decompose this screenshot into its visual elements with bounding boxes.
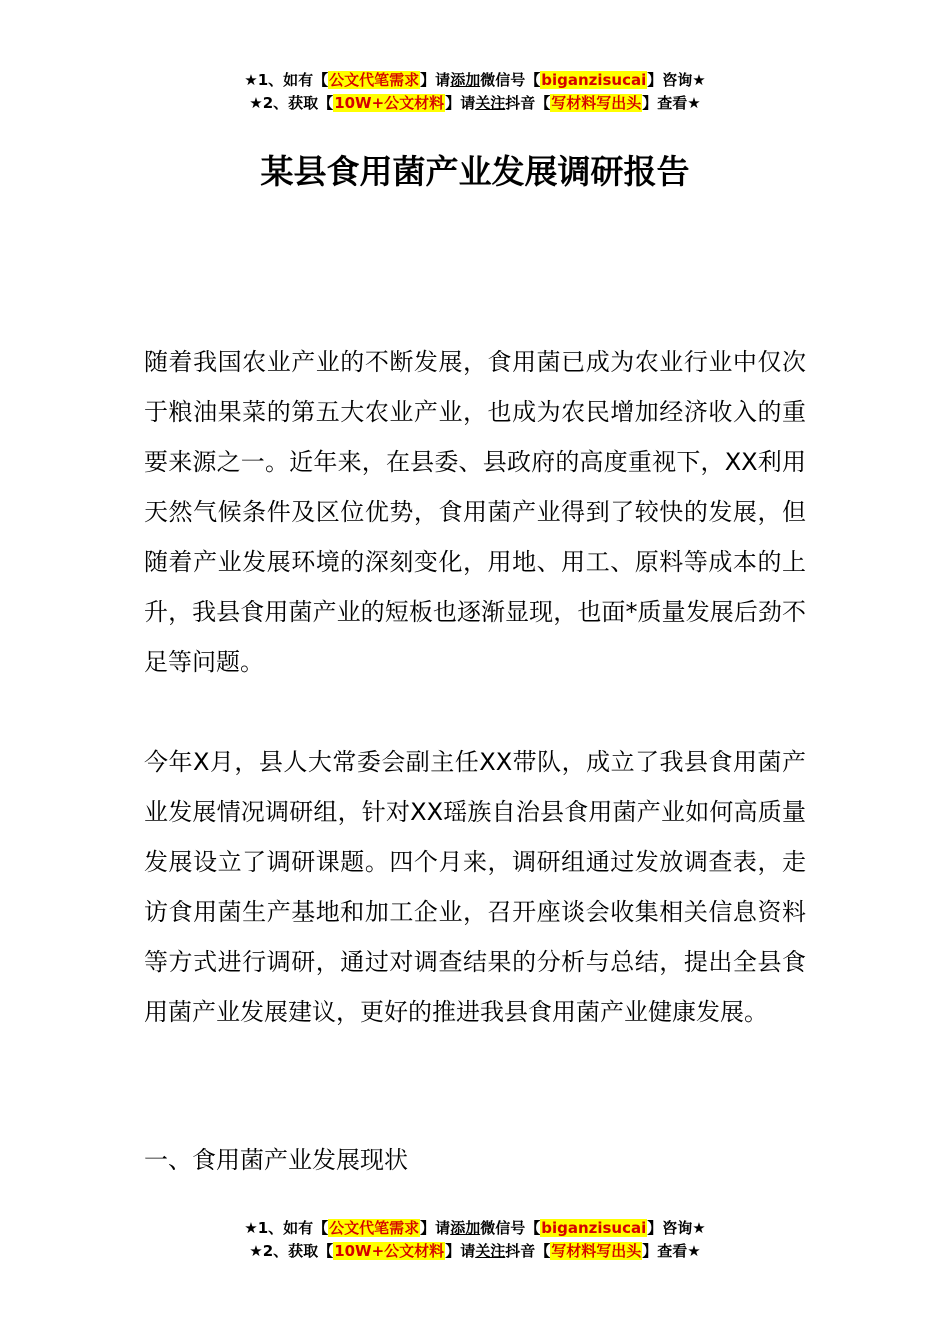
banner-text: 】咨询★: [647, 1219, 706, 1237]
highlight-wechat-id: biganzisucai: [541, 1219, 647, 1237]
banner-text-underlined: 添加: [450, 71, 481, 89]
banner-text: 抖音【: [505, 94, 551, 112]
banner-text: 】请: [420, 1219, 451, 1237]
banner-text-underlined: 添加: [450, 1219, 481, 1237]
banner-text: 】查看★: [642, 94, 701, 112]
highlight-wechat-id: biganzisucai: [541, 71, 647, 89]
banner-text: 微信号【: [480, 71, 541, 89]
banner-text: 】咨询★: [647, 71, 706, 89]
highlight-service: 公文代笔需求: [329, 71, 420, 89]
footer-banner: [0, 1217, 950, 1263]
paragraph-intro: 随着我国农业产业的不断发展，食用菌已成为农业行业中仅次于粮油果菜的第五大农业产业，也成为农民增加经济收入的重要来源之一。近年来，在县委、县政府的高度重视下，XX利用天然气候条件及区位优势，食用菌产业得到了较快的发展，但随着产业发展环境的深刻变化，用地、用工、原料等成本的上升，我县食用菌产业的短板也逐渐显现，也面*质量发展后劲不足等问题。: [144, 348, 806, 676]
banner-line-2: [0, 92, 950, 115]
header-banner: [0, 69, 950, 115]
banner-text: 】请: [445, 94, 476, 112]
banner-text: ★1、如有【: [244, 1219, 329, 1237]
highlight-douyin-id: 写材料写出头: [551, 1242, 642, 1260]
banner-text: 抖音【: [505, 1242, 551, 1260]
banner-line-2: [0, 1240, 950, 1263]
banner-text: 】请: [420, 71, 451, 89]
banner-text-underlined: 关注: [475, 1242, 506, 1260]
banner-line-1: [0, 69, 950, 92]
banner-text: ★2、获取【: [249, 1242, 334, 1260]
banner-text: 微信号【: [480, 1219, 541, 1237]
section-heading: 一、食用菌产业发展现状: [144, 1146, 408, 1174]
highlight-service: 公文代笔需求: [329, 1219, 420, 1237]
banner-text: 】查看★: [642, 1242, 701, 1260]
banner-text: 】请: [445, 1242, 476, 1260]
banner-text-underlined: 关注: [475, 94, 506, 112]
highlight-materials: 10W+公文材料: [334, 94, 445, 112]
banner-line-1: [0, 1217, 950, 1240]
document-title: 某县食用菌产业发展调研报告: [260, 152, 690, 191]
paragraph-research: 今年X月，县人大常委会副主任XX带队，成立了我县食用菌产业发展情况调研组，针对XX瑶族自治县食用菌产业如何高质量发展设立了调研课题。四个月来，调研组通过发放调查表，走访食用菌生产基地和加工企业，召开座谈会收集相关信息资料等方式进行调研，通过对调查结果的分析与总结，提出全县食用菌产业发展建议，更好的推进我县食用菌产业健康发展。: [144, 748, 806, 1026]
banner-text: ★1、如有【: [244, 71, 329, 89]
banner-text: ★2、获取【: [249, 94, 334, 112]
highlight-douyin-id: 写材料写出头: [551, 94, 642, 112]
highlight-materials: 10W+公文材料: [334, 1242, 445, 1260]
